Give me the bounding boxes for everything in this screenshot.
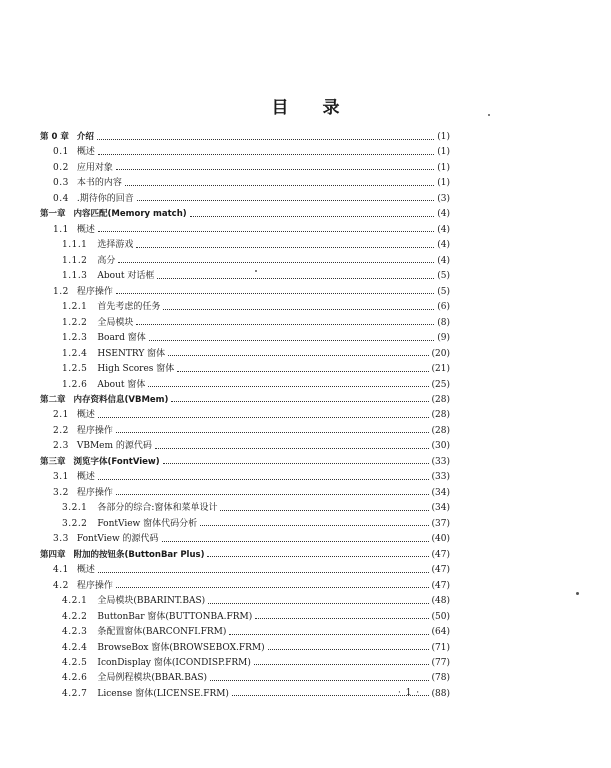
toc-entry-title: 概述: [76, 224, 95, 235]
toc-entry-title: 选择游戏: [97, 240, 134, 251]
toc-entry-page: (1): [437, 178, 450, 189]
page-number: · 1 ·: [398, 688, 421, 698]
toc-entry-number: 1.1: [53, 224, 69, 235]
toc-entry-number: 第四章: [40, 549, 66, 560]
toc-entry: [40, 687, 450, 701]
toc-entry-page: (50): [431, 611, 450, 622]
toc-entry-number: 4.2.5: [62, 657, 88, 668]
toc-entry: [40, 501, 450, 515]
toc-entry-title: 介绍: [76, 132, 94, 142]
toc-dot-leader: [171, 395, 428, 402]
toc-entry-page: (33): [431, 472, 450, 483]
toc-entry-number: 1.2.2: [62, 317, 88, 328]
toc-entry: [40, 269, 450, 283]
toc-entry-number: 2.1: [53, 410, 69, 421]
toc-entry-title: 程序操作: [76, 487, 113, 498]
toc-entry-number: 1.2.5: [62, 364, 88, 375]
toc-entry-title: 概述: [76, 472, 95, 483]
toc-entry-page: (28): [431, 425, 450, 436]
toc-entry: [40, 378, 450, 392]
toc-entry-title: 全局模块(BBARINT.BAS): [97, 596, 206, 607]
toc-dot-leader: [162, 535, 429, 542]
toc-entry-title: High Scores 窗体: [97, 364, 175, 375]
toc-entry-number: 3.2: [53, 487, 69, 498]
toc-entry: [40, 548, 450, 562]
toc-entry: [40, 145, 450, 159]
scan-speck: [488, 114, 490, 116]
toc-dot-leader: [148, 380, 428, 387]
toc-dot-leader: [208, 597, 428, 604]
toc-entry-page: (4): [437, 224, 450, 235]
toc-entry-page: (1): [437, 147, 450, 158]
toc-entry-number: 4.1: [53, 565, 69, 576]
toc-dot-leader: [116, 163, 434, 170]
toc-entry-page: (34): [431, 487, 450, 498]
toc-entry-number: 1.2.6: [62, 379, 88, 390]
toc-entry-page: (4): [437, 209, 450, 220]
toc-entry-page: (1): [437, 132, 450, 142]
toc-entry-page: (71): [431, 642, 450, 653]
toc-entry: [40, 316, 450, 330]
toc-dot-leader: [97, 133, 434, 140]
toc-entry-title: 概述: [76, 147, 95, 158]
toc-entry-title: 概述: [76, 565, 95, 576]
toc-dot-leader: [116, 581, 429, 588]
toc-entry: [40, 625, 450, 639]
toc-dot-leader: [177, 365, 428, 372]
toc-entry-page: (4): [437, 240, 450, 251]
toc-entry: [40, 641, 450, 655]
toc-entry-page: (28): [431, 410, 450, 421]
toc-dot-leader: [254, 658, 429, 665]
toc-entry: [40, 532, 450, 546]
toc-entry: [40, 424, 450, 438]
toc-dot-leader: [118, 256, 434, 263]
toc-entry-page: (25): [431, 379, 450, 390]
toc-entry-page: (6): [437, 302, 450, 313]
toc-entry-title: Board 窗体: [97, 333, 146, 344]
toc-entry-number: 1.2.4: [62, 348, 88, 359]
toc-entry-page: (78): [431, 673, 450, 684]
toc-entry: [40, 192, 450, 206]
toc-entry-page: (1): [437, 162, 450, 173]
toc-dot-leader: [98, 566, 429, 573]
toc-entry-title: 程序操作: [76, 425, 113, 436]
toc-entry-page: (33): [431, 456, 450, 467]
toc-entry-page: (9): [437, 333, 450, 344]
toc-entry-title: VBMem 的源代码: [76, 441, 152, 452]
toc-entry-number: 第三章: [40, 456, 66, 467]
toc-entry: [40, 563, 450, 577]
toc-entry: [40, 130, 450, 144]
toc-dot-leader: [163, 303, 434, 310]
toc-dot-leader: [168, 349, 428, 356]
toc-entry-title: 内存资料信息(VBMem): [73, 394, 169, 405]
toc-entry-number: 0.4: [53, 193, 69, 204]
toc-entry-title: About 窗体: [97, 379, 146, 390]
toc-entry: [40, 439, 450, 453]
toc-dot-leader: [255, 612, 428, 619]
toc-entry-page: (64): [431, 627, 450, 638]
toc-entry-page: (47): [431, 580, 450, 591]
toc-entry-number: 第 0 章: [40, 132, 69, 142]
toc-entry-title: About 对话框: [97, 271, 155, 282]
toc-dot-leader: [229, 628, 428, 635]
toc-entry-page: (20): [431, 348, 450, 359]
toc-dot-leader: [98, 473, 429, 480]
toc-entry-number: 4.2.2: [62, 611, 88, 622]
toc-entry: [40, 161, 450, 175]
toc-entry-title: .期待你的回音: [76, 193, 134, 204]
toc-dot-leader: [157, 272, 434, 279]
toc-dot-leader: [210, 674, 428, 681]
toc-entry-page: (21): [431, 364, 450, 375]
toc-dot-leader: [207, 550, 428, 557]
toc-entry-title: 附加的按钮条(ButtonBar Plus): [73, 549, 205, 560]
toc-entry-title: 程序操作: [76, 286, 113, 297]
toc-dot-leader: [268, 643, 429, 650]
toc-entry: [40, 455, 450, 469]
toc-entry-page: (28): [431, 394, 450, 405]
toc-entry-number: 第一章: [40, 209, 66, 220]
toc-entry-number: 4.2.4: [62, 642, 88, 653]
toc-entry-title: 高分: [97, 255, 116, 266]
toc-entry-page: (40): [431, 534, 450, 545]
toc-dot-leader: [149, 334, 435, 341]
toc-entry-title: 全局例程模块(BBAR.BAS): [97, 673, 208, 684]
toc-entry-title: 程序操作: [76, 580, 113, 591]
toc-dot-leader: [116, 488, 429, 495]
toc-entry-title: IconDisplay 窗体(ICONDISP.FRM): [97, 657, 251, 668]
toc-entry-page: (4): [437, 255, 450, 266]
toc-entry: [40, 470, 450, 484]
toc-dot-leader: [116, 426, 429, 433]
page-title: 目 录: [271, 98, 354, 118]
toc-entry: [40, 408, 450, 422]
toc-entry: [40, 300, 450, 314]
toc-entry-title: 概述: [76, 410, 95, 421]
toc-entry-title: 条配置窗体(BARCONFI.FRM): [97, 627, 227, 638]
toc-entry-number: 1.1.2: [62, 255, 88, 266]
toc-entry-page: (48): [431, 596, 450, 607]
toc-entry-number: 0.1: [53, 147, 69, 158]
toc-dot-leader: [116, 287, 434, 294]
toc-entry-page: (47): [431, 549, 450, 560]
toc-entry: [40, 362, 450, 376]
toc-entry-number: 4.2.1: [62, 596, 88, 607]
toc-entry-number: 1.2.1: [62, 302, 88, 313]
toc-dot-leader: [190, 210, 435, 217]
toc-entry-title: 全局模块: [97, 317, 134, 328]
toc-entry-number: 3.3: [53, 534, 69, 545]
toc-entry-number: 4.2: [53, 580, 69, 591]
toc-entry: [40, 176, 450, 190]
toc-entry-number: 1.2: [53, 286, 69, 297]
toc-entry-page: (30): [431, 441, 450, 452]
toc-entry: [40, 238, 450, 252]
toc-entry-page: (37): [431, 518, 450, 529]
toc-entry-page: (5): [437, 286, 450, 297]
toc-entry: [40, 671, 450, 685]
toc-entry-title: 浏览字体(FontView): [73, 456, 160, 467]
toc-entry-title: FontView 的源代码: [76, 534, 159, 545]
toc-entry-number: 3.2.1: [62, 503, 88, 514]
toc-entry-title: 各部分的综合:窗体和菜单设计: [97, 503, 218, 514]
toc-entry: [40, 610, 450, 624]
toc-entry: [40, 393, 450, 407]
toc-entry: [40, 347, 450, 361]
scan-speck: [255, 270, 257, 272]
toc-entry-page: (88): [431, 688, 450, 699]
toc-entry: [40, 656, 450, 670]
toc-entry: [40, 594, 450, 608]
toc-entry: [40, 207, 450, 221]
toc-entry-title: 本书的内容: [76, 178, 122, 189]
toc-entry: [40, 223, 450, 237]
toc-dot-leader: [200, 519, 428, 526]
toc-dot-leader: [137, 194, 435, 201]
toc-entry-page: (3): [437, 193, 450, 204]
toc-entry-page: (47): [431, 565, 450, 576]
toc-entry-title: ButtonBar 窗体(BUTTONBA.FRM): [97, 611, 253, 622]
toc-entry-number: 4.2.7: [62, 688, 88, 699]
toc-dot-leader: [98, 411, 429, 418]
toc-dot-leader: [98, 225, 434, 232]
toc-entry-title: FontView 窗体代码分析: [97, 518, 198, 529]
toc-dot-leader: [136, 241, 434, 248]
scan-speck: [576, 592, 579, 595]
toc-entry: [40, 517, 450, 531]
toc-entry-number: 2.3: [53, 441, 69, 452]
toc-entry-title: BrowseBox 窗体(BROWSEBOX.FRM): [97, 642, 265, 653]
toc-entry-title: 首先考虑的任务: [97, 302, 161, 313]
toc-entry-number: 1.1.3: [62, 271, 88, 282]
toc-entry-number: 3.1: [53, 472, 69, 483]
toc-dot-leader: [163, 457, 429, 464]
toc-dot-leader: [136, 318, 434, 325]
toc-entry-page: (77): [431, 657, 450, 668]
toc-entry-title: 内容匹配(Memory match): [73, 209, 187, 220]
toc-entry-number: 1.1.1: [62, 240, 88, 251]
toc-entry: [40, 331, 450, 345]
toc-entry: [40, 254, 450, 268]
toc-dot-leader: [125, 179, 434, 186]
toc-entry-number: 1.2.3: [62, 333, 88, 344]
toc-entry-number: 0.2: [53, 162, 69, 173]
toc-entry: [40, 579, 450, 593]
toc-entry-page: (34): [431, 503, 450, 514]
toc-entry: [40, 285, 450, 299]
toc-entry-title: HSENTRY 窗体: [97, 348, 166, 359]
toc-entry-number: 3.2.2: [62, 518, 88, 529]
toc-dot-leader: [220, 504, 428, 511]
toc-dot-leader: [155, 442, 429, 449]
toc-entry-page: (8): [437, 317, 450, 328]
toc-entry: [40, 486, 450, 500]
toc-entry-number: 4.2.3: [62, 627, 88, 638]
toc-entry-number: 0.3: [53, 178, 69, 189]
toc-entry-number: 第二章: [40, 394, 66, 405]
toc-entry-number: 2.2: [53, 425, 69, 436]
toc-dot-leader: [98, 148, 434, 155]
toc-entry-page: (5): [437, 271, 450, 282]
toc-entry-title: 应用对象: [76, 162, 113, 173]
toc-entry-number: 4.2.6: [62, 673, 88, 684]
toc-entry-title: License 窗体(LICENSE.FRM): [97, 688, 229, 699]
